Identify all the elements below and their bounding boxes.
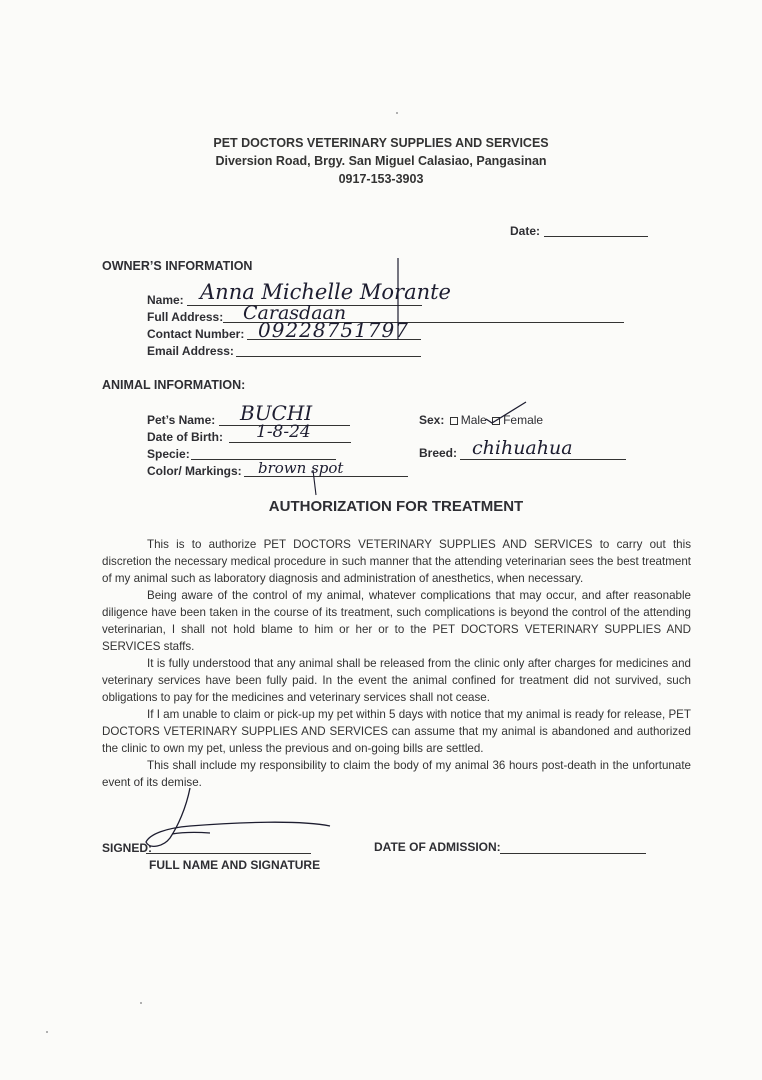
authorization-title: AUTHORIZATION FOR TREATMENT: [268, 498, 524, 515]
owner-name-label: Name:: [147, 293, 184, 307]
scan-speck: [396, 112, 398, 114]
sex-label: Sex:: [419, 413, 445, 427]
specie-label: Specie:: [147, 447, 190, 461]
signature-caption: FULL NAME AND SIGNATURE: [149, 858, 321, 872]
breed-value: chihuahua: [472, 437, 573, 459]
company-name: PET DOCTORS VETERINARY SUPPLIES AND SERVICES: [213, 136, 549, 150]
scan-speck: [140, 1002, 142, 1004]
color-label: Color/ Markings:: [147, 464, 242, 478]
pet-name-label: Pet’s Name:: [147, 413, 216, 427]
sex-female-label: Female: [503, 413, 544, 427]
signed-label: SIGNED:: [102, 841, 153, 855]
authorization-paragraph: This shall include my responsibility to claim the body of my animal 36 hours post-death in the unfortunate event of its demise.: [102, 759, 691, 789]
owner-contact-label: Contact Number:: [147, 327, 245, 341]
pet-name-value: BUCHI: [240, 401, 313, 425]
owner-email-label: Email Address:: [147, 344, 234, 358]
animal-section-title: ANIMAL INFORMATION:: [102, 378, 246, 392]
owner-address-label: Full Address:: [147, 310, 224, 324]
dob-value: 1-8-24: [256, 422, 311, 442]
owner-name-value: Anna Michelle Morante: [200, 280, 451, 304]
female-checkmark-icon: [486, 402, 526, 423]
company-address: Diversion Road, Brgy. San Miguel Calasiao, Pangasinan: [215, 154, 547, 168]
admission-label: DATE OF ADMISSION:: [374, 840, 501, 854]
sex-male-label: Male: [460, 413, 487, 427]
authorization-paragraph: This is to authorize PET DOCTORS VETERINARY SUPPLIES AND SERVICES to carry out this discretion the necessary medical procedure in such manner that the attending veterinarian sees the best treatment of my animal such as laboratory diagnosis and administration of anesthetics, when necessary.: [102, 538, 691, 585]
date-label: Date:: [510, 224, 541, 238]
dob-label: Date of Birth:: [147, 430, 223, 444]
color-value: brown spot: [258, 459, 344, 477]
authorization-paragraph: Being aware of the control of my animal, whatever complications that may occur, and after reasonable diligence have been taken in the course of its treatment, such complications is beyond the control of the attending veterinarian, I shall not hold blame to him or her or to the PET DOCTORS VETERINARY SUPPLIES AND SERVICES staffs.: [102, 589, 691, 653]
company-phone: 0917-153-3903: [338, 172, 424, 186]
authorization-paragraph: If I am unable to claim or pick-up my pet within 5 days with notice that my animal is ready for release, PET DOCTORS VETERINARY SUPPLIES AND SERVICES can assume that my animal is abandoned and authorized the clinic to own my pet, unless the previous and on-going bills are settled.: [102, 708, 691, 755]
signature-scribble: [146, 788, 330, 846]
owner-address-value: Carasdaan: [243, 302, 347, 324]
scan-speck: [46, 1031, 48, 1033]
breed-label: Breed:: [419, 446, 458, 460]
authorization-paragraph: It is fully understood that any animal shall be released from the clinic only after charges for medicines and veterinary services have been fully paid. In the event the animal confined for treatment did not survived, such obligations to pay for the medicines and veterinary services shall not cease.: [102, 657, 691, 704]
owner-section-title: OWNER’S INFORMATION: [102, 259, 253, 273]
owner-contact-value: 09228751797: [258, 318, 409, 342]
